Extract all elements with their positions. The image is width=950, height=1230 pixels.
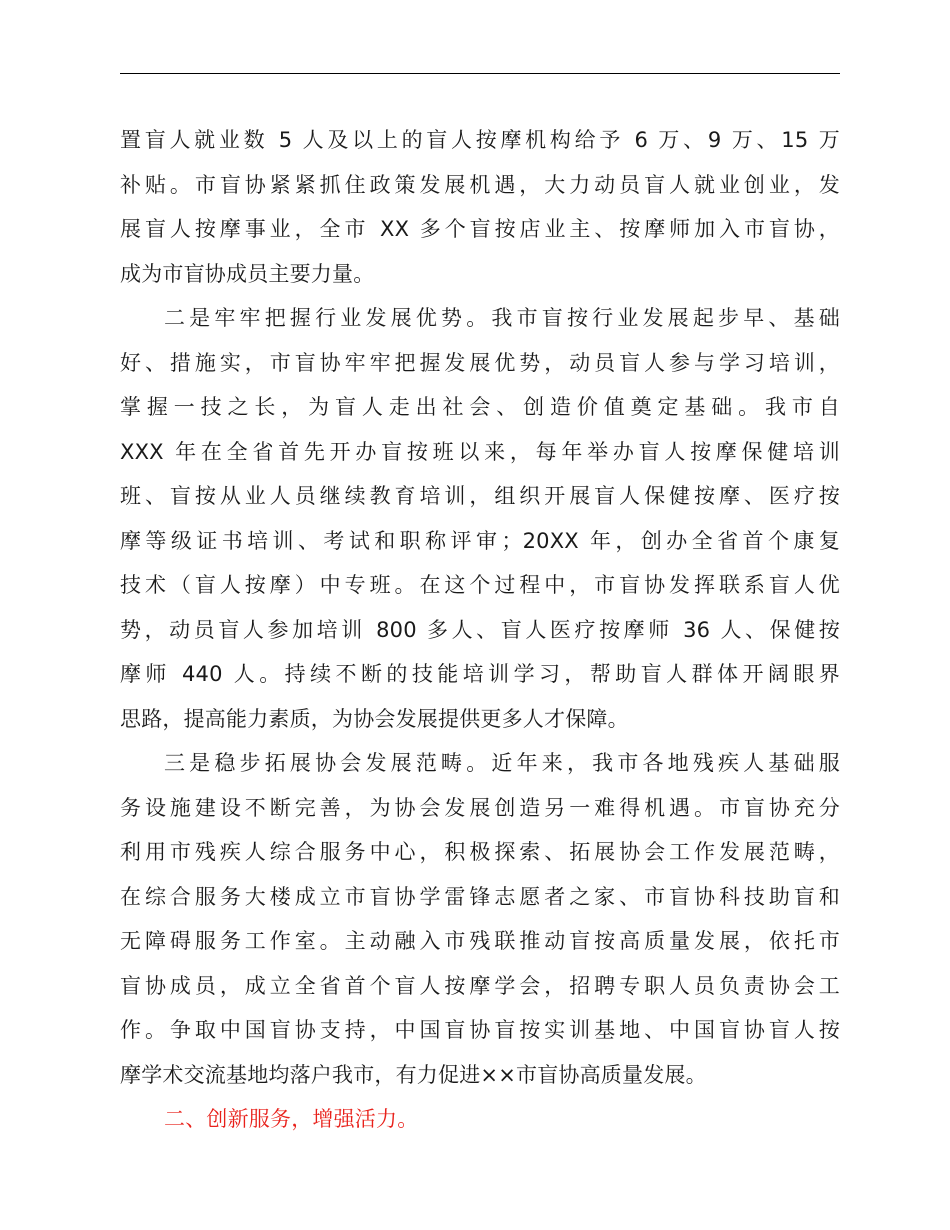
paragraph-2-line-2: 好、措施实，市盲协牢牢把握发展优势，动员盲人参与学习培训， (120, 350, 840, 375)
paragraph-2-line-9: 摩师 440 人。持续不断的技能培训学习，帮助盲人群体开阔眼界 (120, 662, 840, 686)
section-heading: 二、创新服务，增强活力。 (164, 1107, 419, 1131)
paragraph-2-line-1: 二是牢牢把握行业发展优势。我市盲按行业发展起步早、基础 (164, 306, 840, 330)
paragraph-2-line-4: XXX 年在全省首先开办盲按班以来，每年举办盲人按摩保健培训 (120, 439, 840, 464)
paragraph-2-line-7: 技术（盲人按摩）中专班。在这个过程中，市盲协发挥联系盲人优 (120, 573, 840, 597)
paragraph-2-line-6: 摩等级证书培训、考试和职称评审；20XX 年，创办全省首个康复 (120, 528, 840, 553)
paragraph-2-line-8: 势，动员盲人参加培训 800 多人、盲人医疗按摩师 36 人、保健按 (120, 617, 840, 642)
paragraph-1-line-3: 展盲人按摩事业，全市 XX 多个盲按店业主、按摩师加入市盲协， (120, 217, 840, 241)
paragraph-3-line-2: 务设施建设不断完善，为协会发展创造另一难得机遇。市盲协充分 (120, 795, 840, 820)
paragraph-3-line-3: 利用市残疾人综合服务中心，积极探索、拓展协会工作发展范畴， (120, 840, 840, 864)
paragraph-3-line-7: 作。争取中国盲协支持，中国盲协盲按实训基地、中国盲协盲人按 (120, 1018, 840, 1042)
paragraph-2-line-5: 班、盲按从业人员继续教育培训，组织开展盲人保健按摩、医疗按 (120, 484, 840, 508)
paragraph-3-line-8: 摩学术交流基地均落户我市，有力促进××市盲协高质量发展。 (120, 1062, 707, 1087)
paragraph-1-line-4: 成为市盲协成员主要力量。 (120, 261, 375, 286)
header-rule (120, 73, 840, 74)
paragraph-3-line-5: 无障碍服务工作室。主动融入市残联推动盲按高质量发展，依托市 (120, 929, 840, 953)
paragraph-3-line-1: 三是稳步拓展协会发展范畴。近年来，我市各地残疾人基础服 (164, 751, 840, 775)
paragraph-2-line-3: 掌握一技之长，为盲人走出社会、创造价值奠定基础。我市自 (120, 395, 840, 419)
paragraph-3-line-4: 在综合服务大楼成立市盲协学雷锋志愿者之家、市盲协科技助盲和 (120, 884, 840, 909)
paragraph-1-line-2: 补贴。市盲协紧紧抓住政策发展机遇，大力动员盲人就业创业，发 (120, 172, 840, 197)
paragraph-2-line-10: 思路，提高能力素质，为协会发展提供更多人才保障。 (120, 706, 629, 731)
paragraph-3-line-6: 盲协成员，成立全省首个盲人按摩学会，招聘专职人员负责协会工 (120, 973, 840, 998)
body-text (120, 118, 840, 1142)
paragraph-1-line-1: 置盲人就业数 5 人及以上的盲人按摩机构给予 6 万、9 万、15 万 (120, 128, 840, 152)
